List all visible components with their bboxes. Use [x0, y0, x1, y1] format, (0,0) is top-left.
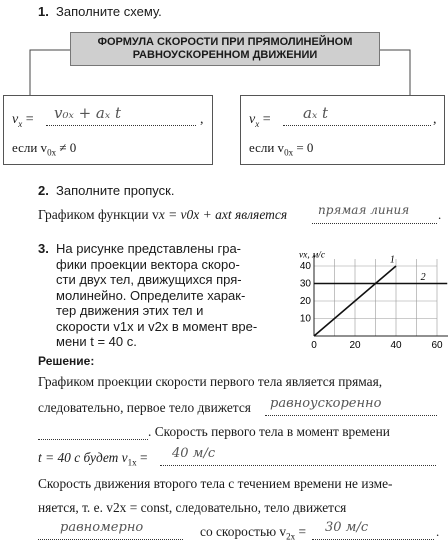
sol-line7a: со скоростью v	[200, 524, 287, 539]
left-v-sub: x	[18, 118, 23, 129]
series-label-2: 2	[420, 272, 426, 283]
sol-line7sub: 2x	[286, 531, 296, 542]
sol-line2: следовательно, первое тело движется	[38, 400, 251, 415]
left-answer: v₀ₓ + aₓ t	[54, 104, 121, 122]
left-v: v	[12, 112, 19, 127]
sol-line7	[200, 524, 306, 545]
left-cond-tail: ≠ 0	[56, 140, 77, 155]
sol-line1: Графиком проекции скорости первого тела является прямая,	[38, 374, 383, 389]
y-tick-label: 20	[299, 296, 311, 307]
velocity-chart	[280, 240, 448, 352]
right-cond-tail: = 0	[293, 140, 314, 155]
solution-label: Решение:	[38, 354, 95, 368]
right-cond: если v	[249, 140, 285, 155]
sol-blank4	[312, 538, 434, 540]
left-formula-box	[3, 95, 213, 165]
right-answer: aₓ t	[303, 104, 329, 122]
task3-line: скорости v1x и v2x в момент вре-	[56, 318, 258, 334]
task2-blank-line	[312, 222, 437, 224]
task3-line: фики проекции вектора скоро-	[56, 256, 240, 272]
task2-formula: x = v0x + axt является	[158, 207, 288, 222]
left-eq: =	[22, 112, 34, 127]
scheme-header	[70, 32, 380, 66]
task2-answer: прямая линия	[318, 203, 410, 217]
sol-answer1: равноускоренно	[270, 396, 382, 411]
task3-line: На рисунке представлены гра-	[56, 241, 242, 256]
right-blank-line	[283, 124, 431, 126]
right-formula-box	[240, 95, 445, 165]
x-tick-label: 40	[390, 340, 402, 351]
right-v: v	[249, 112, 256, 127]
sol-line5: Скорость движения второго тела с течением времени не изме-	[38, 476, 393, 491]
left-cond: если v	[12, 140, 48, 155]
task3-line: тер движения этих тел и	[56, 303, 204, 318]
sol-line6: няется, т. е. v2x = const, следовательно, тело движется	[38, 500, 347, 515]
x-tick-label: 60	[431, 340, 443, 351]
left-blank-line	[46, 124, 196, 126]
sol-blank3	[38, 538, 183, 540]
sol-line4b: =	[136, 450, 148, 465]
series-label-1: 1	[389, 254, 395, 266]
header-line1: ФОРМУЛА СКОРОСТИ ПРИ ПРЯМОЛИНЕЙНОМ	[97, 36, 353, 48]
y-tick-label: 10	[299, 313, 311, 325]
sol-answer3: равномерно	[60, 520, 144, 535]
task2-end: .	[438, 207, 442, 222]
task3-line: мени t = 40 с.	[56, 334, 137, 349]
sol-line3: . Скорость первого тела в момент времени	[148, 424, 390, 439]
task2-sentence-start: Графиком функции v	[38, 207, 159, 222]
task1-number: 1.	[38, 4, 49, 19]
sol-blank1	[265, 414, 437, 416]
task2-sentence	[38, 207, 287, 223]
task3-text	[56, 241, 257, 350]
task3-line: молинейно. Определите харак-	[56, 287, 246, 303]
task3-number: 3.	[38, 241, 49, 256]
right-eq: =	[259, 112, 271, 127]
right-cond-sub: 0x	[284, 147, 294, 158]
right-comma: ,	[433, 112, 437, 127]
y-axis-label: vx, м/с	[298, 250, 326, 261]
sol-line7b: =	[295, 524, 307, 539]
sol-blank2	[160, 464, 436, 466]
task2-number: 2.	[38, 183, 49, 198]
sol-blank1-cont	[38, 438, 148, 440]
right-v-sub: x	[255, 118, 260, 129]
left-comma: ,	[200, 112, 204, 127]
x-tick-label: 0	[311, 340, 317, 351]
x-tick-label: 20	[349, 340, 361, 351]
y-tick-label: 40	[299, 261, 311, 272]
task2-title: Заполните пропуск.	[56, 183, 175, 198]
task1-title: Заполните схему.	[56, 4, 162, 19]
y-tick-label: 30	[299, 278, 311, 290]
header-line2: РАВНОУСКОРЕННОМ ДВИЖЕНИИ	[132, 49, 318, 61]
sol-answer4: 30 м/с	[325, 520, 369, 535]
sol-end: .	[436, 524, 440, 539]
sol-answer2: 40 м/с	[172, 446, 216, 461]
sol-line4a: t = 40 с будет v	[38, 450, 128, 465]
sol-line4	[38, 450, 148, 471]
sol-line4sub: 1x	[127, 457, 137, 468]
left-cond-sub: 0x	[47, 147, 57, 158]
task3-line: сти двух тел, движущихся пря-	[56, 272, 242, 287]
